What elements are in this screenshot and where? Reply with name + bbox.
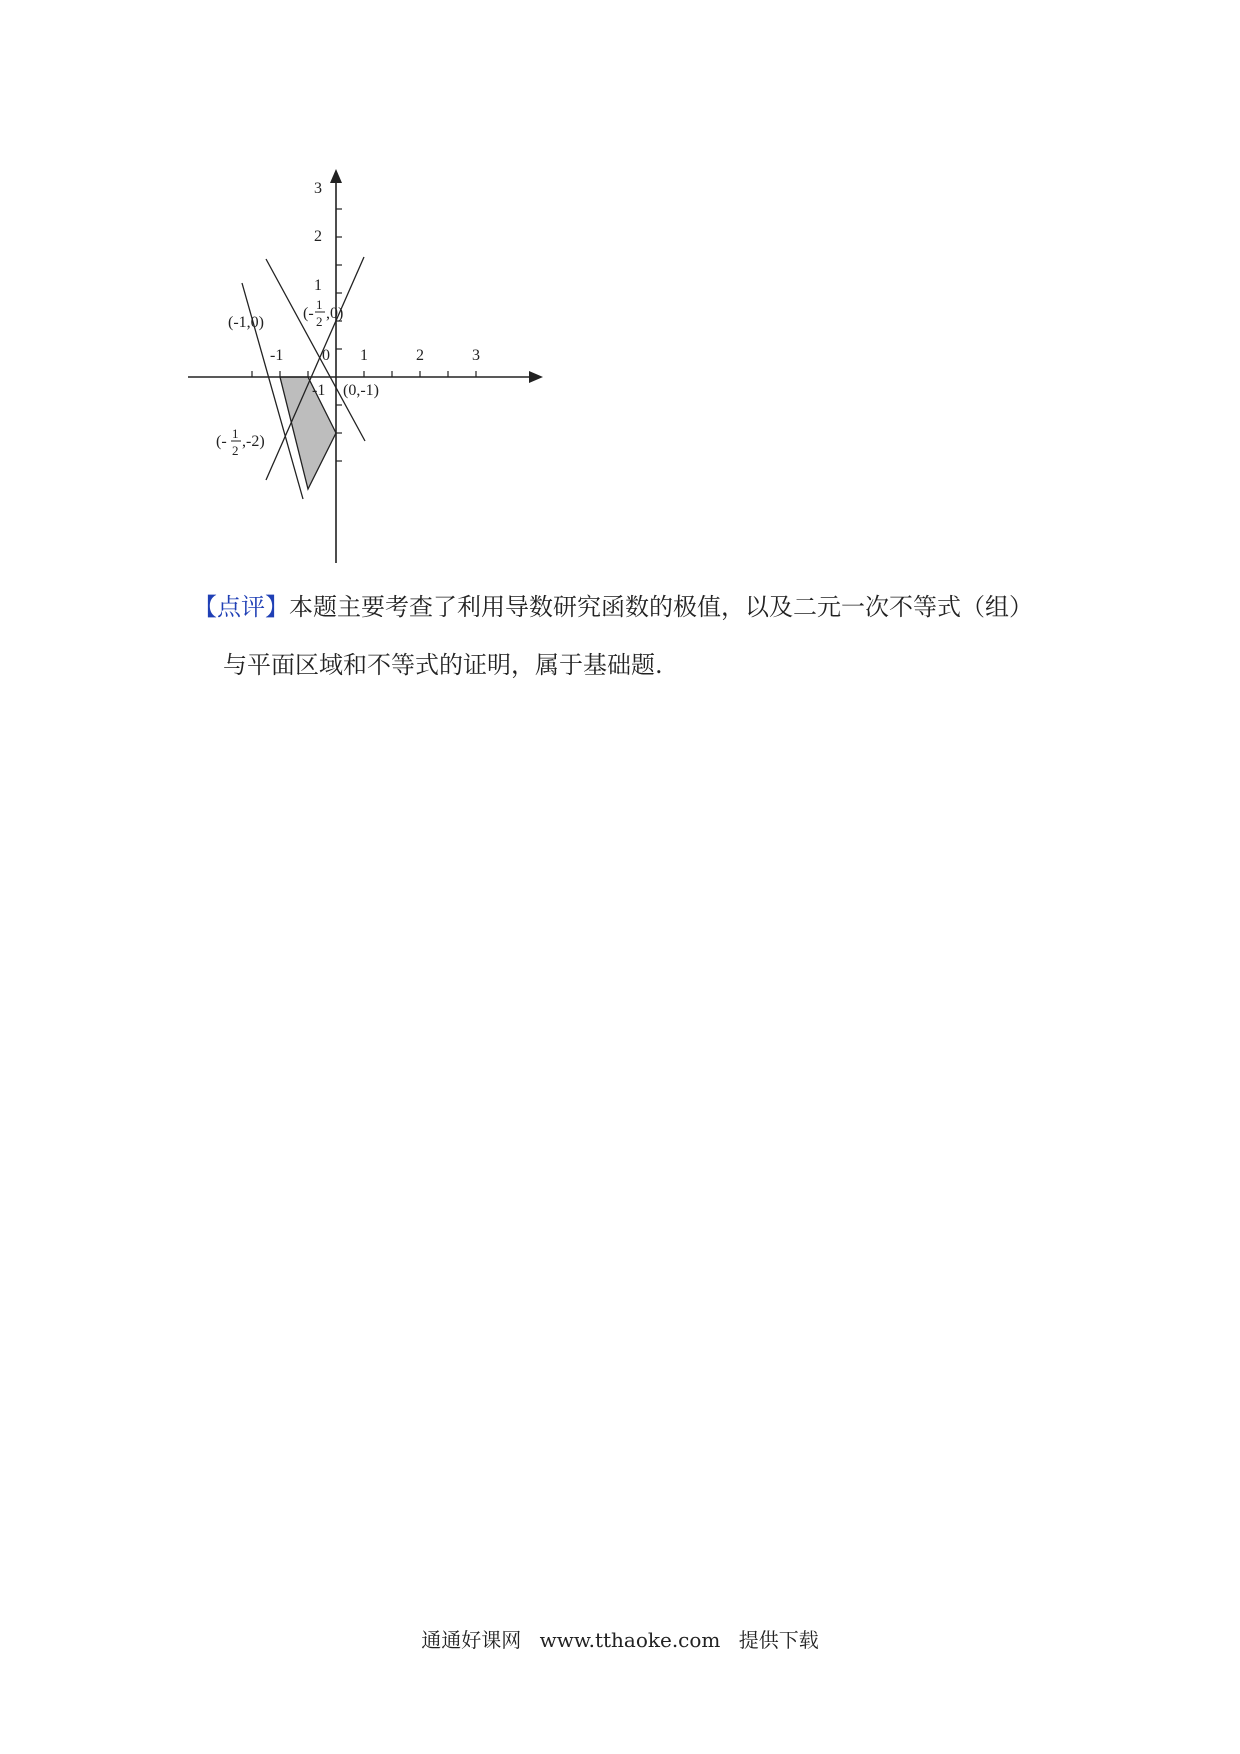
- comment-block: [193, 578, 1113, 694]
- x-tick-label: 2: [416, 347, 424, 364]
- y-tick-label: 3: [314, 180, 322, 197]
- x-axis-arrow: [529, 371, 543, 383]
- point-label-d-den: 2: [232, 443, 239, 458]
- y-tick-label: -1: [312, 382, 326, 399]
- comment-line-2: [193, 636, 1113, 694]
- y-tick-label: 2: [314, 228, 322, 245]
- point-label-d-num: 1: [232, 426, 239, 441]
- point-label-d-prefix: (-: [216, 433, 227, 450]
- coordinate-figure: [188, 163, 548, 563]
- ticks: [252, 209, 476, 461]
- x-tick-label: -1: [270, 347, 284, 364]
- comment-tag: 【点评】: [193, 593, 289, 621]
- shaded-region: [280, 377, 336, 489]
- point-label-d-tail: ,-2): [242, 433, 265, 450]
- x-tick-label: 0: [322, 347, 330, 364]
- footer-url[interactable]: www.tthaoke.com: [539, 1628, 721, 1652]
- page-footer: [0, 1624, 1240, 1653]
- point-label-b-tail: ,0): [326, 305, 344, 322]
- point-label-a: (-1,0): [228, 314, 264, 331]
- point-label-c: (0,-1): [343, 382, 379, 399]
- comment-text-2: 与平面区域和不等式的证明，属于基础题.: [223, 651, 663, 679]
- y-tick-label: 1: [314, 277, 322, 294]
- x-tick-label: 1: [360, 347, 368, 364]
- comment-text-1: 本题主要考查了利用导数研究函数的极值，以及二元一次不等式（组）: [289, 593, 1033, 621]
- point-label-b-den: 2: [316, 314, 323, 329]
- footer-note: 提供下载: [738, 1628, 819, 1652]
- comment-line-1: [193, 578, 1113, 636]
- point-label-b-num: 1: [316, 297, 323, 312]
- footer-site: 通通好课网: [421, 1628, 522, 1652]
- x-tick-label: 3: [472, 347, 480, 364]
- point-label-b-prefix: (-: [303, 305, 314, 322]
- y-axis-arrow: [330, 169, 342, 183]
